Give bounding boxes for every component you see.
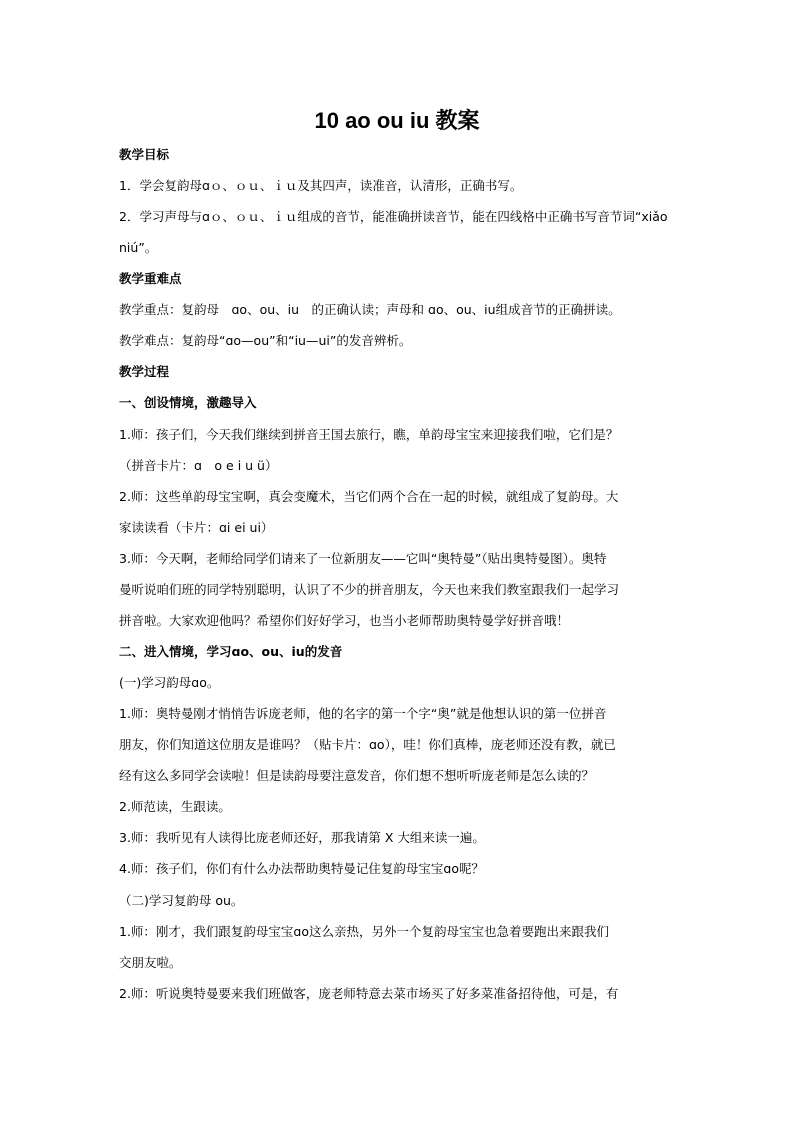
paragraph-line: 拼音啦。大家欢迎他吗？希望你们好好学习，也当小老师帮助奥特曼学好拼音哦！: [119, 613, 570, 628]
section-heading-1: 一、创设情境，激趣导入: [119, 395, 257, 410]
heading-teaching-process: 教学过程: [119, 364, 170, 379]
paragraph-line: 教学难点：复韵母“ɑo—ou”和“iu—ui”的发音辨析。: [119, 333, 412, 348]
paragraph-line: 1.师：孩子们，今天我们继续到拼音王国去旅行，瞧，单韵母宝宝来迎接我们啦，它们是？: [119, 427, 619, 442]
heading-key-points: 教学重难点: [119, 271, 182, 286]
paragraph-line: （拼音卡片：ɑ o e i u ü）: [119, 458, 278, 473]
paragraph-line: 2.师：这些单韵母宝宝啊，真会变魔术，当它们两个合在一起的时候，就组成了复韵母。大: [119, 489, 619, 504]
section-heading-2: 二、进入情境，学习ɑo、ou、iu的发音: [119, 644, 343, 659]
paragraph-line: niú”。: [119, 240, 158, 255]
paragraph-line: （二)学习复韵母 ou。: [119, 893, 244, 908]
paragraph-line: 3.师：今天啊，老师给同学们请来了一位新朋友——它叫“奥特曼”（贴出奥特曼图）。奥特: [119, 551, 607, 566]
paragraph-line: 2.师：听说奥特曼要来我们班做客，庞老师特意去菜市场买了好多菜准备招待他，可是，有: [119, 986, 619, 1001]
paragraph-line: 1.师：奥特曼刚才悄悄告诉庞老师，他的名字的第一个字“奥”就是他想认识的第一位拼音: [119, 706, 607, 721]
paragraph-line: 家读读看（卡片：ɑi ei ui）: [119, 520, 274, 535]
paragraph-line: 4.师：孩子们，你们有什么办法帮助奥特曼记住复韵母宝宝ɑo呢？: [119, 861, 485, 876]
paragraph-line: 经有这么多同学会读啦！但是读韵母要注意发音，你们想不想听听庞老师是怎么读的？: [119, 768, 595, 783]
paragraph-line: 1.师：刚才，我们跟复韵母宝宝ɑo这么亲热，另外一个复韵母宝宝也急着要跑出来跟我们: [119, 924, 610, 939]
paragraph-line: 交朋友啦。: [119, 955, 182, 970]
document-title: 10 ao ou iu 教案: [314, 108, 480, 133]
heading-teaching-goals: 教学目标: [119, 147, 170, 162]
paragraph-line: 曼听说咱们班的同学特别聪明，认识了不少的拼音朋友，今天也来我们教室跟我们一起学习: [119, 582, 620, 597]
paragraph-line: 朋友，你们知道这位朋友是谁吗？（贴卡片：ɑo），哇！你们真棒，庞老师还没有教，就已: [119, 737, 616, 752]
paragraph-line: 2．学习声母与ɑｏ、ｏｕ、ｉｕ组成的音节，能准确拼读音节，能在四线格中正确书写音节词“xiǎo: [119, 209, 668, 224]
paragraph-line: (一)学习韵母ɑo。: [119, 675, 220, 690]
paragraph-line: 3.师：我听见有人读得比庞老师还好，那我请第 X 大组来读一遍。: [119, 830, 485, 845]
paragraph-line: 1．学会复韵母ɑｏ、ｏｕ、ｉｕ及其四声，读准音，认清形，正确书写。: [119, 178, 523, 193]
paragraph-line: 教学重点：复韵母 ɑo、ou、iu 的正确认读；声母和 ɑo、ou、iu组成音节的正确拼读。: [119, 302, 621, 317]
paragraph-line: 2.师范读，生跟读。: [119, 799, 231, 814]
